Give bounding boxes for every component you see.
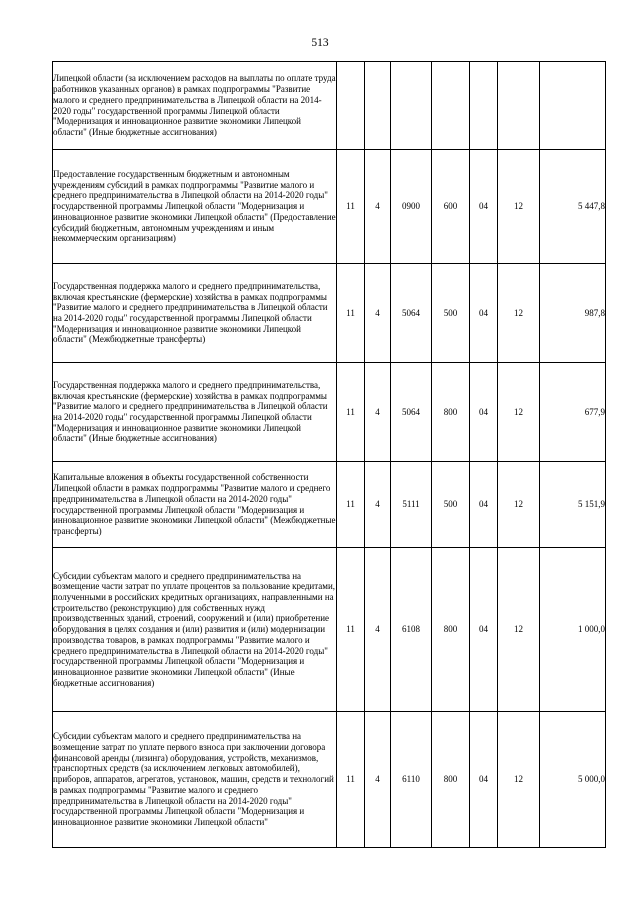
code-cell: 5111	[391, 462, 432, 548]
amount-cell	[540, 62, 606, 150]
amount-cell: 677,9	[540, 363, 606, 462]
code-cell: 12	[498, 264, 540, 363]
row-description: Предоставление государственным бюджетным и автономным учреждениям субсидий в рамках подпрограммы "Развитие малого и среднего предпринимательства в Липецкой области на 2014-2020 годы" государственной программы Липецкой области "Модернизация и инновационное развитие экономики Липецкой области" (Предоставление субсидий бюджетным, автономным учреждениям и иным некоммерческим организациям)	[53, 150, 337, 264]
amount-cell: 1 000,0	[540, 548, 606, 712]
code-cell: 4	[365, 264, 391, 363]
code-cell: 6108	[391, 548, 432, 712]
table-row	[53, 462, 606, 548]
code-cell: 04	[470, 548, 498, 712]
code-cell: 800	[432, 363, 470, 462]
table-row	[53, 62, 606, 150]
code-cell: 600	[432, 150, 470, 264]
code-cell: 4	[365, 712, 391, 848]
amount-cell: 5 000,0	[540, 712, 606, 848]
code-cell	[470, 62, 498, 150]
code-cell	[432, 62, 470, 150]
code-cell: 04	[470, 363, 498, 462]
code-cell: 12	[498, 712, 540, 848]
code-cell: 11	[337, 363, 365, 462]
row-description: Субсидии субъектам малого и среднего предпринимательства на возмещение затрат по уплате первого взноса при заключении договора финансовой аренды (лизинга) оборудования, устройств, механизмов, транспортных средств (за исключением легковых автомобилей), приборов, аппаратов, агрегатов, установок, машин, средств и технологий в рамках подпрограммы "Развитие малого и среднего предпринимательства в Липецкой области на 2014-2020 годы" государственной программы Липецкой области "Модернизация и инновационное развитие экономики Липецкой области"	[53, 712, 337, 848]
code-cell: 800	[432, 712, 470, 848]
code-cell: 11	[337, 712, 365, 848]
row-description: Субсидии субъектам малого и среднего предпринимательства на возмещение части затрат по уплате процентов за пользование кредитами, полученными в российских кредитных организациях, направленными на строительство (реконструкцию) для собственных нужд производственных зданий, строений, сооружений и (или) приобретение оборудования в целях создания и (или) развития и (или) модернизации производства товаров, в рамках подпрограммы "Развитие малого и среднего предпринимательства в Липецкой области на 2014-2020 годы" государственной программы Липецкой области "Модернизация и инновационное развитие экономики Липецкой области" (Иные бюджетные ассигнования)	[53, 548, 337, 712]
code-cell: 12	[498, 462, 540, 548]
code-cell: 12	[498, 150, 540, 264]
code-cell: 11	[337, 264, 365, 363]
amount-cell: 987,8	[540, 264, 606, 363]
amount-cell: 5 151,9	[540, 462, 606, 548]
row-description: Липецкой области (за исключением расходов на выплаты по оплате труда работников указанных органов) в рамках подпрограммы "Развитие малого и среднего предпринимательства в Липецкой области на 2014-2020 годы" государственной программы Липецкой области "Модернизация и инновационное развитие экономики Липецкой области" (Иные бюджетные ассигнования)	[53, 62, 337, 150]
code-cell: 11	[337, 150, 365, 264]
code-cell	[337, 62, 365, 150]
table-row	[53, 363, 606, 462]
code-cell: 5064	[391, 264, 432, 363]
code-cell: 500	[432, 264, 470, 363]
code-cell: 800	[432, 548, 470, 712]
code-cell: 12	[498, 548, 540, 712]
code-cell: 04	[470, 712, 498, 848]
code-cell	[498, 62, 540, 150]
code-cell: 12	[498, 363, 540, 462]
table-row	[53, 712, 606, 848]
row-description: Государственная поддержка малого и среднего предпринимательства, включая крестьянские (фермерские) хозяйства в рамках подпрограммы "Развитие малого и среднего предпринимательства в Липецкой области на 2014-2020 годы" государственной программы Липецкой области "Модернизация и инновационное развитие экономики Липецкой области" (Иные бюджетные ассигнования)	[53, 363, 337, 462]
code-cell: 5064	[391, 363, 432, 462]
code-cell: 11	[337, 462, 365, 548]
budget-table	[52, 61, 606, 848]
code-cell: 500	[432, 462, 470, 548]
code-cell: 6110	[391, 712, 432, 848]
code-cell: 0900	[391, 150, 432, 264]
code-cell: 11	[337, 548, 365, 712]
page-number: 513	[311, 37, 329, 49]
code-cell: 4	[365, 363, 391, 462]
code-cell: 04	[470, 462, 498, 548]
row-description: Государственная поддержка малого и среднего предпринимательства, включая крестьянские (фермерские) хозяйства в рамках подпрограммы "Развитие малого и среднего предпринимательства в Липецкой области на 2014-2020 годы" государственной программы Липецкой области "Модернизация и инновационное развитие экономики Липецкой области" (Межбюджетные трансферты)	[53, 264, 337, 363]
code-cell: 4	[365, 548, 391, 712]
code-cell	[365, 62, 391, 150]
table-row	[53, 264, 606, 363]
amount-cell: 5 447,8	[540, 150, 606, 264]
code-cell: 04	[470, 150, 498, 264]
table-row	[53, 150, 606, 264]
row-description: Капитальные вложения в объекты государственной собственности Липецкой области в рамках подпрограммы "Развитие малого и среднего предпринимательства в Липецкой области на 2014-2020 годы" государственной программы Липецкой области "Модернизация и инновационное развитие экономики Липецкой области" (Межбюджетные трансферты)	[53, 462, 337, 548]
table-row	[53, 548, 606, 712]
code-cell: 4	[365, 462, 391, 548]
code-cell: 04	[470, 264, 498, 363]
code-cell: 4	[365, 150, 391, 264]
code-cell	[391, 62, 432, 150]
